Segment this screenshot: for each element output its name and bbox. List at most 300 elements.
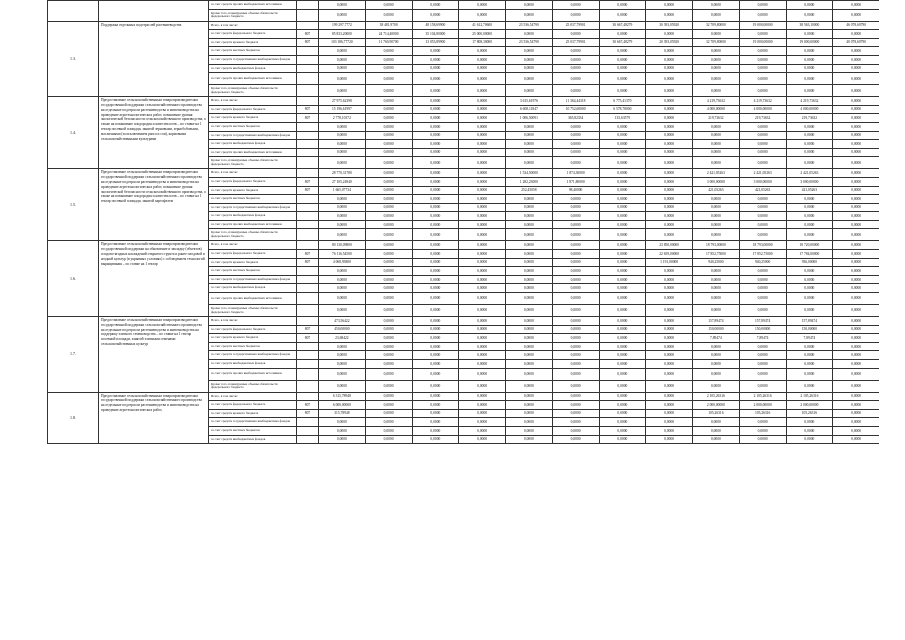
amount-cell: 0,0000 bbox=[786, 64, 833, 73]
funding-source: за счет средств внебюджетных фондов bbox=[209, 360, 297, 369]
amount-cell: 0,0000 bbox=[599, 351, 646, 360]
amount-cell: 0,0000 bbox=[459, 368, 506, 380]
amount-cell: 0,0000 bbox=[739, 212, 786, 221]
budget-code bbox=[297, 229, 319, 241]
amount-cell: 0,0000 bbox=[412, 258, 459, 267]
amount-cell: 0,0000 bbox=[412, 169, 459, 178]
amount-cell: 0,0000 bbox=[459, 418, 506, 427]
amount-cell: 0,0000 bbox=[459, 195, 506, 204]
amount-cell: 23,68422 bbox=[319, 334, 366, 343]
amount-cell: 23 850,00000 bbox=[646, 241, 693, 250]
amount-cell: 0,0000 bbox=[833, 368, 879, 380]
amount-cell: 0,0000 bbox=[693, 342, 740, 351]
amount-cell: 0,0000 bbox=[412, 380, 459, 392]
amount-cell: 0,0000 bbox=[739, 157, 786, 169]
amount-cell: 0,0000 bbox=[599, 148, 646, 157]
amount-cell: 0,0000 bbox=[646, 229, 693, 241]
budget-code bbox=[297, 305, 319, 317]
amount-cell: 0,0000 bbox=[506, 342, 553, 351]
amount-cell: 0,0000 bbox=[693, 1, 740, 10]
amount-cell: 0,0000 bbox=[786, 73, 833, 85]
funding-source: Всего, в том числе: bbox=[209, 169, 297, 178]
amount-cell: 0,0000 bbox=[506, 241, 553, 250]
amount-cell: 0,0000 bbox=[459, 97, 506, 106]
amount-cell: 0,0000 bbox=[693, 351, 740, 360]
budget-code: 807 bbox=[297, 250, 319, 259]
amount-cell: 0,0000 bbox=[599, 1, 646, 10]
budget-code bbox=[297, 418, 319, 427]
amount-cell: 0,0000 bbox=[693, 30, 740, 39]
amount-cell: 0,0000 bbox=[786, 426, 833, 435]
budget-code: 807 bbox=[297, 334, 319, 343]
amount-cell: 0,0000 bbox=[552, 368, 599, 380]
amount-cell: 0,0000 bbox=[506, 195, 553, 204]
amount-cell: 0,0000 bbox=[552, 64, 599, 73]
amount-cell: 0,0000 bbox=[506, 267, 553, 276]
amount-cell: 0,0000 bbox=[646, 97, 693, 106]
row-index: 1.3. bbox=[48, 21, 99, 97]
amount-cell: 17 852,75000 bbox=[739, 250, 786, 259]
amount-cell: 2 421,05263 bbox=[739, 169, 786, 178]
amount-cell: 0,0000 bbox=[365, 55, 412, 64]
amount-cell: 199 297,7772 bbox=[319, 21, 366, 30]
amount-cell: 20 393,05920 bbox=[646, 38, 693, 47]
amount-cell: 0,0000 bbox=[506, 325, 553, 334]
funding-source: за счет средств федерального бюджета bbox=[209, 401, 297, 410]
amount-cell: 0,0000 bbox=[599, 203, 646, 212]
amount-cell: 0,0000 bbox=[412, 203, 459, 212]
amount-cell: 0,0000 bbox=[646, 305, 693, 317]
amount-cell: 2 000,00000 bbox=[786, 401, 833, 410]
amount-cell: 0,0000 bbox=[833, 195, 879, 204]
amount-cell: 23 536,54790 bbox=[506, 38, 553, 47]
amount-cell: 0,0000 bbox=[365, 426, 412, 435]
amount-cell: 0,0000 bbox=[365, 284, 412, 293]
amount-cell: 219,73632 bbox=[693, 114, 740, 123]
amount-cell: 0,0000 bbox=[365, 293, 412, 305]
funding-source: за счет средств краевого бюджета bbox=[209, 258, 297, 267]
amount-cell: 32 709,80000 bbox=[693, 38, 740, 47]
funding-source: за счет средств государственных внебюджетных фондов bbox=[209, 275, 297, 284]
amount-cell: 0,0000 bbox=[552, 30, 599, 39]
amount-cell: 0,0000 bbox=[646, 148, 693, 157]
amount-cell: 0,0000 bbox=[459, 250, 506, 259]
amount-cell: 0,0000 bbox=[365, 1, 412, 10]
budget-code: 807 bbox=[297, 105, 319, 114]
amount-cell: 0,0000 bbox=[412, 131, 459, 140]
amount-cell: 0,0000 bbox=[646, 114, 693, 123]
amount-cell: 0,0000 bbox=[552, 275, 599, 284]
amount-cell: 25 037,79901 bbox=[552, 38, 599, 47]
funding-source: Кроме того, планируемые объемы обязательств федерального бюджета bbox=[209, 85, 297, 97]
funding-source: за счет средств прочих внебюджетных источников bbox=[209, 148, 297, 157]
amount-cell: 0,0000 bbox=[459, 140, 506, 149]
amount-cell: 0,0000 bbox=[739, 30, 786, 39]
amount-cell: 0,0000 bbox=[786, 157, 833, 169]
amount-cell: 0,0000 bbox=[506, 9, 553, 21]
amount-cell: 30 393,05920 bbox=[646, 21, 693, 30]
amount-cell: 0,0000 bbox=[693, 131, 740, 140]
amount-cell: 0,0000 bbox=[506, 55, 553, 64]
amount-cell: 0,0000 bbox=[412, 177, 459, 186]
amount-cell: 0,0000 bbox=[646, 212, 693, 221]
amount-cell: 0,0000 bbox=[365, 250, 412, 259]
amount-cell: 0,0000 bbox=[693, 284, 740, 293]
amount-cell: 0,0000 bbox=[599, 122, 646, 131]
amount-cell: 0,0000 bbox=[599, 131, 646, 140]
amount-cell: 0,0000 bbox=[646, 293, 693, 305]
amount-cell: 0,0000 bbox=[739, 305, 786, 317]
amount-cell: 0,0000 bbox=[599, 250, 646, 259]
amount-cell: 0,0000 bbox=[319, 9, 366, 21]
amount-cell: 0,0000 bbox=[319, 1, 366, 10]
amount-cell: 0,0000 bbox=[739, 131, 786, 140]
amount-cell: 0,0000 bbox=[599, 284, 646, 293]
amount-cell: 0,0000 bbox=[833, 105, 879, 114]
table-row bbox=[48, 169, 880, 178]
funding-source: за счет средств федерального бюджета bbox=[209, 105, 297, 114]
amount-cell: 0,0000 bbox=[412, 85, 459, 97]
amount-cell: 0,0000 bbox=[365, 212, 412, 221]
amount-cell: 0,0000 bbox=[552, 284, 599, 293]
amount-cell: 150,00000 bbox=[693, 325, 740, 334]
amount-cell: 0,0000 bbox=[646, 284, 693, 293]
amount-cell: 0,0000 bbox=[786, 55, 833, 64]
budget-code bbox=[297, 435, 319, 444]
amount-cell: 0,0000 bbox=[646, 435, 693, 444]
amount-cell: 0,0000 bbox=[833, 317, 879, 326]
funding-source: Кроме того, планируемые объемы обязательств федерального бюджета bbox=[209, 9, 297, 21]
funding-source: Всего, в том числе: bbox=[209, 241, 297, 250]
budget-code bbox=[297, 392, 319, 401]
amount-cell: 0,0000 bbox=[506, 284, 553, 293]
funding-source: за счет средств внебюджетных фондов bbox=[209, 212, 297, 221]
amount-cell: 0,0000 bbox=[506, 293, 553, 305]
amount-cell: 0,0000 bbox=[646, 380, 693, 392]
amount-cell: 105,26316 bbox=[739, 409, 786, 418]
amount-cell: 0,0000 bbox=[459, 85, 506, 97]
amount-cell: 0,0000 bbox=[412, 212, 459, 221]
amount-cell: 157,89474 bbox=[739, 317, 786, 326]
amount-cell: 0,0000 bbox=[459, 1, 506, 10]
funding-source: за счет средств прочих внебюджетных источников bbox=[209, 368, 297, 380]
amount-cell: 0,0000 bbox=[599, 220, 646, 229]
amount-cell: 4 000,00000 bbox=[693, 105, 740, 114]
amount-cell: 4 219,73632 bbox=[739, 97, 786, 106]
amount-cell: 0,0000 bbox=[646, 401, 693, 410]
amount-cell: 0,0000 bbox=[833, 212, 879, 221]
funding-source: за счет средств федерального бюджета bbox=[209, 177, 297, 186]
amount-cell: 0,0000 bbox=[739, 380, 786, 392]
amount-cell: 0,0000 bbox=[506, 250, 553, 259]
table-row bbox=[48, 392, 880, 401]
amount-cell: 0,0000 bbox=[786, 148, 833, 157]
amount-cell: 0,0000 bbox=[833, 275, 879, 284]
amount-cell: 35 104,80000 bbox=[412, 30, 459, 39]
row-index: 1.6. bbox=[48, 241, 99, 317]
amount-cell: 0,0000 bbox=[412, 426, 459, 435]
amount-cell: 1 006,50091 bbox=[506, 114, 553, 123]
amount-cell: 0,0000 bbox=[599, 317, 646, 326]
measure-name bbox=[99, 1, 209, 22]
amount-cell: 0,0000 bbox=[459, 317, 506, 326]
amount-cell: 0,0000 bbox=[693, 140, 740, 149]
amount-cell: 1 534,50000 bbox=[506, 169, 553, 178]
amount-cell: 0,0000 bbox=[552, 203, 599, 212]
amount-cell: 0,0000 bbox=[599, 47, 646, 56]
funding-source: за счет средств местных бюджетов bbox=[209, 426, 297, 435]
amount-cell: 0,0000 bbox=[786, 275, 833, 284]
amount-cell: 0,0000 bbox=[506, 360, 553, 369]
amount-cell: 0,0000 bbox=[646, 334, 693, 343]
amount-cell: 0,0000 bbox=[693, 64, 740, 73]
amount-cell: 0,0000 bbox=[833, 380, 879, 392]
amount-cell: 0,0000 bbox=[599, 73, 646, 85]
amount-cell: 0,0000 bbox=[833, 293, 879, 305]
amount-cell: 0,0000 bbox=[833, 392, 879, 401]
amount-cell: 0,0000 bbox=[459, 401, 506, 410]
amount-cell: 13 053,89900 bbox=[412, 38, 459, 47]
amount-cell: 0,0000 bbox=[739, 9, 786, 21]
funding-source: Всего, в том числе: bbox=[209, 97, 297, 106]
amount-cell: 0,0000 bbox=[412, 220, 459, 229]
amount-cell: 18 793,00000 bbox=[693, 241, 740, 250]
funding-source: за счет средств прочих внебюджетных источников bbox=[209, 293, 297, 305]
amount-cell: 0,0000 bbox=[365, 73, 412, 85]
funding-source: за счет средств государственных внебюджетных фондов bbox=[209, 131, 297, 140]
amount-cell: 0,0000 bbox=[599, 85, 646, 97]
amount-cell: 0,0000 bbox=[599, 186, 646, 195]
amount-cell: 0,0000 bbox=[459, 203, 506, 212]
amount-cell: 0,0000 bbox=[833, 169, 879, 178]
amount-cell: 0,0000 bbox=[693, 122, 740, 131]
amount-cell: 0,0000 bbox=[459, 64, 506, 73]
amount-cell: 0,0000 bbox=[646, 409, 693, 418]
amount-cell: 0,0000 bbox=[739, 426, 786, 435]
amount-cell: 0,0000 bbox=[459, 380, 506, 392]
amount-cell: 41 612,70600 bbox=[459, 21, 506, 30]
amount-cell: 2 421,05263 bbox=[786, 169, 833, 178]
amount-cell: 4 219,73632 bbox=[693, 97, 740, 106]
amount-cell: 0,0000 bbox=[319, 342, 366, 351]
amount-cell: 0,0000 bbox=[459, 334, 506, 343]
amount-cell: 0,0000 bbox=[646, 105, 693, 114]
funding-source: за счет средств федерального бюджета bbox=[209, 325, 297, 334]
funding-source: за счет средств внебюджетных фондов bbox=[209, 435, 297, 444]
amount-cell: 0,0000 bbox=[739, 351, 786, 360]
amount-cell: 0,0000 bbox=[412, 392, 459, 401]
amount-cell: 0,0000 bbox=[459, 105, 506, 114]
amount-cell: 0,0000 bbox=[833, 55, 879, 64]
budget-code bbox=[297, 47, 319, 56]
amount-cell: 0,0000 bbox=[412, 334, 459, 343]
amount-cell: 0,0000 bbox=[319, 380, 366, 392]
amount-cell: 219,73632 bbox=[786, 114, 833, 123]
amount-cell: 0,0000 bbox=[833, 418, 879, 427]
amount-cell: 0,0000 bbox=[693, 148, 740, 157]
amount-cell: 0,0000 bbox=[646, 177, 693, 186]
amount-cell: 0,0000 bbox=[693, 220, 740, 229]
amount-cell: 0,0000 bbox=[786, 9, 833, 21]
amount-cell: 0,0000 bbox=[786, 229, 833, 241]
amount-cell: 0,0000 bbox=[833, 426, 879, 435]
amount-cell: 0,0000 bbox=[739, 73, 786, 85]
amount-cell: 0,0000 bbox=[833, 229, 879, 241]
amount-cell: 0,0000 bbox=[833, 64, 879, 73]
amount-cell: 0,0000 bbox=[833, 203, 879, 212]
amount-cell: 11 760,90700 bbox=[365, 38, 412, 47]
amount-cell: 32 709,80000 bbox=[693, 21, 740, 30]
amount-cell: 0,0000 bbox=[459, 55, 506, 64]
amount-cell: 0,0000 bbox=[552, 148, 599, 157]
amount-cell: 0,0000 bbox=[412, 435, 459, 444]
amount-cell: 0,0000 bbox=[506, 351, 553, 360]
amount-cell: 0,0000 bbox=[506, 275, 553, 284]
amount-cell: 0,0000 bbox=[459, 293, 506, 305]
amount-cell: 0,0000 bbox=[646, 131, 693, 140]
amount-cell: 0,0000 bbox=[786, 293, 833, 305]
amount-cell: 6 000,00000 bbox=[319, 401, 366, 410]
amount-cell: 0,0000 bbox=[365, 360, 412, 369]
amount-cell: 24 714,40000 bbox=[365, 30, 412, 39]
amount-cell: 0,0000 bbox=[365, 368, 412, 380]
amount-cell: 0,0000 bbox=[599, 241, 646, 250]
amount-cell: 0,0000 bbox=[833, 267, 879, 276]
amount-cell: 0,0000 bbox=[693, 55, 740, 64]
amount-cell: 0,0000 bbox=[693, 435, 740, 444]
table-row bbox=[48, 21, 880, 30]
amount-cell: 0,0000 bbox=[552, 73, 599, 85]
amount-cell: 2 105,26316 bbox=[739, 392, 786, 401]
funding-source: за счет средств внебюджетных фондов bbox=[209, 64, 297, 73]
amount-cell: 0,0000 bbox=[319, 220, 366, 229]
amount-cell: 0,0000 bbox=[646, 1, 693, 10]
amount-cell: 18 720,00000 bbox=[786, 241, 833, 250]
budget-code bbox=[297, 148, 319, 157]
budget-code bbox=[297, 140, 319, 149]
measure-name: Предоставление сельскохозяйственным товаропроизводителям государственной поддержки сельскохозяйственного производства на отдельные подотрасли растениеводства и животноводства на поддержку элитного семеноводства – по ставке на 1 гектар посевной площади, занятой элитными семенами сельскохозяйственных культур bbox=[99, 317, 209, 393]
amount-cell: 0,0000 bbox=[599, 418, 646, 427]
funding-source: за счет средств государственных внебюджетных фондов bbox=[209, 203, 297, 212]
amount-cell: 0,0000 bbox=[319, 305, 366, 317]
amount-cell: 0,0000 bbox=[833, 305, 879, 317]
amount-cell: 0,0000 bbox=[739, 418, 786, 427]
amount-cell: 0,0000 bbox=[833, 140, 879, 149]
amount-cell: 0,0000 bbox=[599, 409, 646, 418]
amount-cell: 0,0000 bbox=[506, 122, 553, 131]
amount-cell: 0,0000 bbox=[599, 368, 646, 380]
amount-cell: 252,45058 bbox=[506, 186, 553, 195]
row-index: 1.8. bbox=[48, 392, 99, 444]
amount-cell: 6 315,78948 bbox=[319, 392, 366, 401]
amount-cell: 3 000,00000 bbox=[739, 177, 786, 186]
budget-table bbox=[47, 0, 879, 444]
amount-cell: 0,0000 bbox=[365, 435, 412, 444]
amount-cell: 0,0000 bbox=[693, 73, 740, 85]
funding-source: за счет средств краевого бюджета bbox=[209, 409, 297, 418]
amount-cell: 30 667,48279 bbox=[599, 38, 646, 47]
amount-cell: 0,0000 bbox=[552, 418, 599, 427]
amount-cell: 0,0000 bbox=[693, 9, 740, 21]
amount-cell: 0,0000 bbox=[646, 85, 693, 97]
amount-cell: 0,0000 bbox=[365, 122, 412, 131]
amount-cell: 0,0000 bbox=[412, 97, 459, 106]
budget-code bbox=[297, 293, 319, 305]
funding-source: за счет средств краевого бюджета bbox=[209, 334, 297, 343]
amount-cell: 0,0000 bbox=[739, 360, 786, 369]
amount-cell: 0,0000 bbox=[459, 392, 506, 401]
amount-cell: 0,0000 bbox=[833, 114, 879, 123]
amount-cell: 0,0000 bbox=[599, 305, 646, 317]
amount-cell: 0,0000 bbox=[365, 275, 412, 284]
amount-cell: 0,0000 bbox=[786, 305, 833, 317]
amount-cell: 3 000,00000 bbox=[693, 177, 740, 186]
amount-cell: 0,0000 bbox=[833, 325, 879, 334]
amount-cell: 0,0000 bbox=[552, 435, 599, 444]
amount-cell: 0,0000 bbox=[459, 409, 506, 418]
amount-cell: 0,0000 bbox=[599, 435, 646, 444]
amount-cell: 0,0000 bbox=[833, 401, 879, 410]
amount-cell: 0,0000 bbox=[459, 325, 506, 334]
amount-cell: 30 667,48279 bbox=[599, 21, 646, 30]
amount-cell: 157,89474 bbox=[693, 317, 740, 326]
amount-cell: 0,0000 bbox=[552, 258, 599, 267]
amount-cell: 0,0000 bbox=[786, 380, 833, 392]
funding-source: за счет средств внебюджетных фондов bbox=[209, 140, 297, 149]
budget-code bbox=[297, 97, 319, 106]
amount-cell: 0,0000 bbox=[552, 334, 599, 343]
amount-cell: 219,73632 bbox=[739, 114, 786, 123]
amount-cell: 0,0000 bbox=[319, 435, 366, 444]
budget-code bbox=[297, 169, 319, 178]
amount-cell: 28 770,31780 bbox=[319, 169, 366, 178]
amount-cell: 7,89474 bbox=[739, 334, 786, 343]
amount-cell: 0,0000 bbox=[693, 418, 740, 427]
amount-cell: 0,0000 bbox=[365, 220, 412, 229]
amount-cell: 19 000,00000 bbox=[739, 21, 786, 30]
amount-cell: 0,0000 bbox=[693, 275, 740, 284]
budget-code bbox=[297, 195, 319, 204]
amount-cell: 0,0000 bbox=[552, 325, 599, 334]
amount-cell: 0,0000 bbox=[506, 131, 553, 140]
amount-cell: 0,0000 bbox=[786, 131, 833, 140]
amount-cell: 0,0000 bbox=[599, 426, 646, 435]
amount-cell: 0,0000 bbox=[739, 140, 786, 149]
amount-cell: 0,0000 bbox=[599, 360, 646, 369]
amount-cell: 0,0000 bbox=[786, 360, 833, 369]
amount-cell: 0,0000 bbox=[646, 342, 693, 351]
amount-cell: 0,0000 bbox=[506, 380, 553, 392]
amount-cell: 0,0000 bbox=[739, 203, 786, 212]
amount-cell: 0,0000 bbox=[739, 148, 786, 157]
amount-cell: 0,0000 bbox=[693, 426, 740, 435]
budget-code bbox=[297, 55, 319, 64]
amount-cell: 0,0000 bbox=[319, 157, 366, 169]
amount-cell: 0,0000 bbox=[459, 284, 506, 293]
amount-cell: 0,0000 bbox=[599, 30, 646, 39]
amount-cell: 0,0000 bbox=[786, 195, 833, 204]
amount-cell: 0,0000 bbox=[552, 131, 599, 140]
funding-source: за счет средств прочих внебюджетных источников bbox=[209, 220, 297, 229]
amount-cell: 0,0000 bbox=[319, 267, 366, 276]
table-body bbox=[48, 1, 880, 444]
amount-cell: 27 975,62398 bbox=[319, 97, 366, 106]
amount-cell: 0,0000 bbox=[599, 177, 646, 186]
amount-cell: 365,82334 bbox=[552, 114, 599, 123]
amount-cell: 0,0000 bbox=[552, 351, 599, 360]
amount-cell: 0,0000 bbox=[319, 195, 366, 204]
table-row bbox=[48, 241, 880, 250]
